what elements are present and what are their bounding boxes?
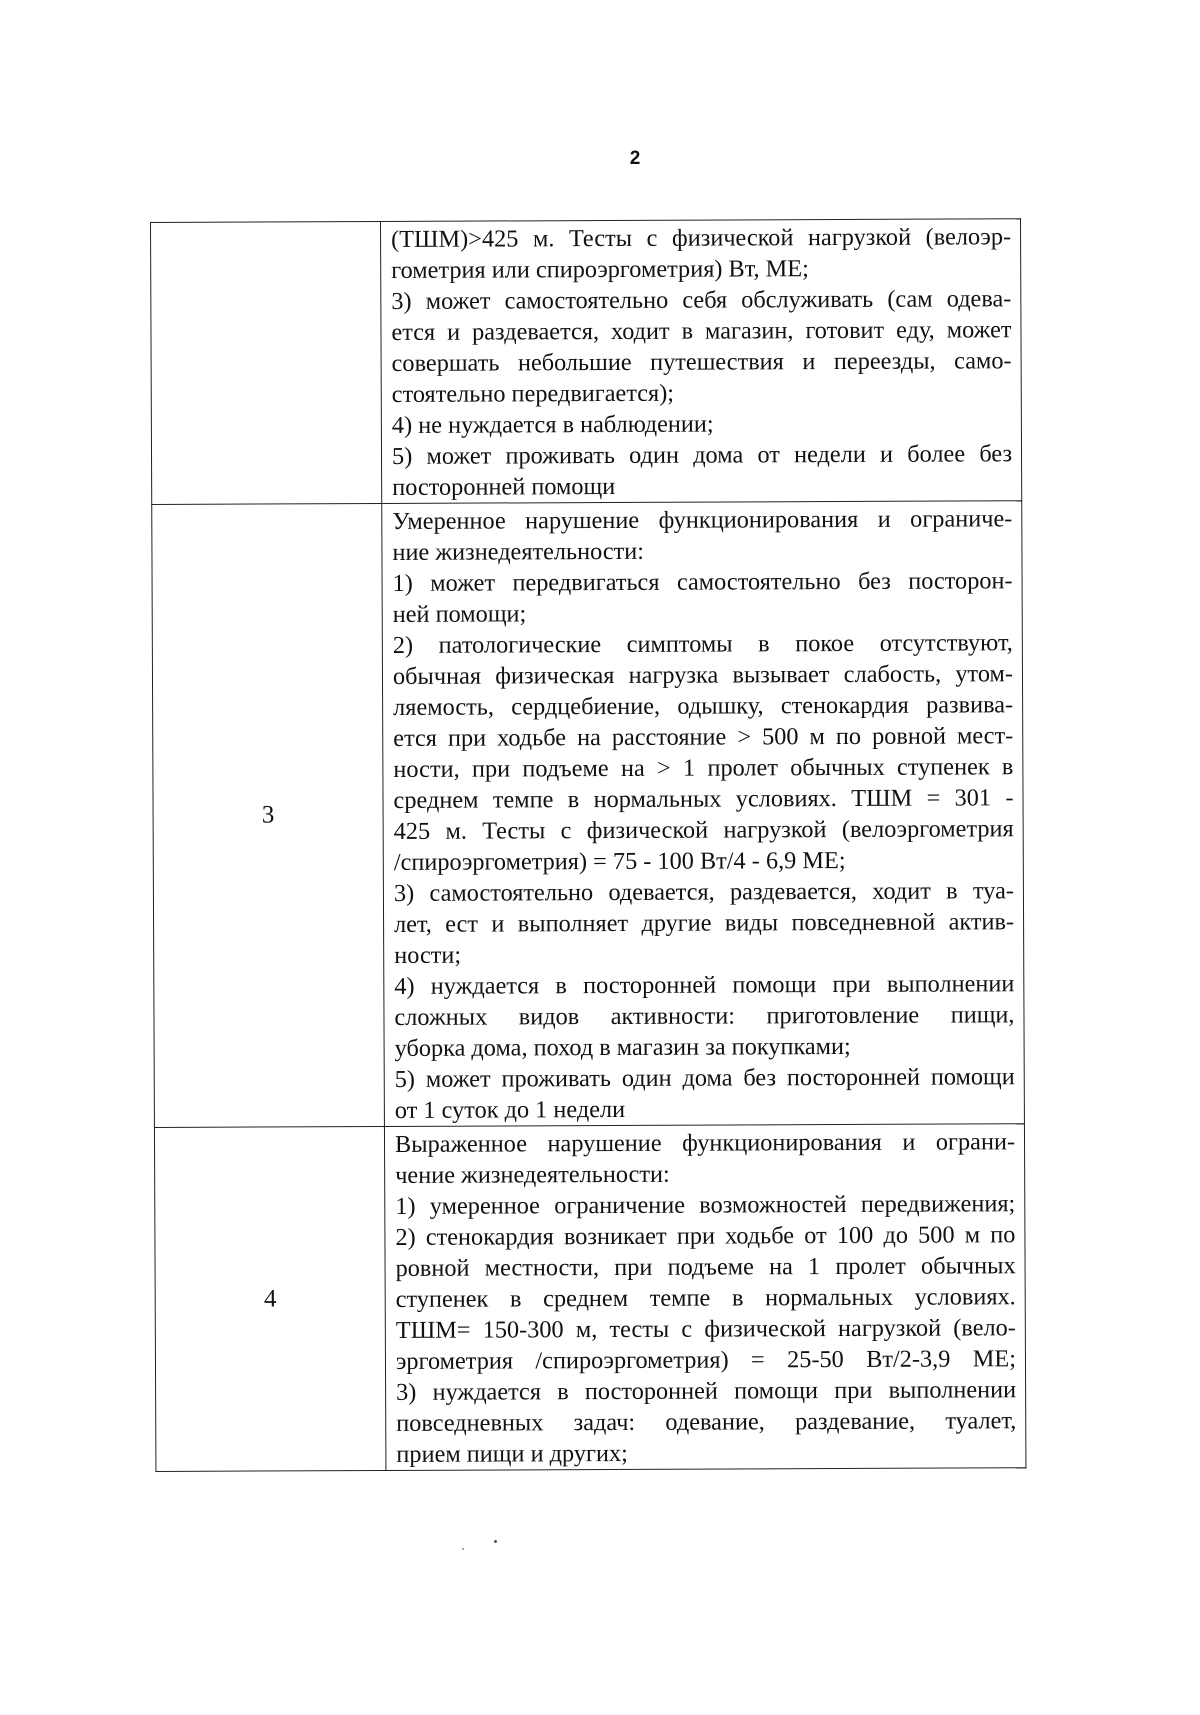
text-line: лет, ест и выполняет другие виды повседневной актив- — [394, 908, 1015, 938]
text-line: 3) самостоятельно одевается, раздевается, ходит в туа- — [393, 877, 1014, 907]
description-cell — [382, 501, 1025, 1127]
text-line: 1) может передвигаться самостоятельно без посторон- — [392, 567, 1013, 597]
text-line: среднем темпе в нормальных условиях. ТШМ = 301 - — [393, 784, 1014, 814]
text-line: 4) нуждается в посторонней помощи при выполнении — [394, 970, 1015, 1000]
description-cell — [381, 219, 1022, 504]
text-line: ние жизнедеятельности: — [392, 537, 645, 566]
criteria-table — [150, 218, 1026, 1472]
text-line: обычная физическая нагрузка вызывает слабость, утом- — [392, 660, 1014, 690]
text-line: ности; — [394, 941, 462, 969]
text-line: прием пищи и других; — [396, 1439, 628, 1468]
description-cell — [384, 1124, 1025, 1471]
text-line: совершать небольшие путешествия и переезды, само- — [391, 347, 1012, 377]
text-line: чение жизнедеятельности: — [395, 1160, 670, 1189]
text-line: 4) не нуждается в наблюдении; — [391, 410, 714, 439]
text-line: от 1 суток до 1 недели — [394, 1095, 626, 1124]
text-line: эргометрия /спироэргометрия) = 25-50 Вт/2-3,9 МЕ; — [395, 1345, 1017, 1375]
text-line: ется при ходьбе на расстояние > 500 м по ровной мест- — [393, 722, 1014, 752]
text-line: сложных видов активности: приготовление пищи, — [394, 1001, 1015, 1031]
degree-number-cell: 4 — [154, 1126, 385, 1471]
scan-speck — [462, 1548, 464, 1550]
text-line: Выраженное нарушение функционирования и ограни- — [394, 1128, 1016, 1158]
text-line: ровной местности, при подъеме на 1 пролет обычных — [395, 1252, 1016, 1282]
degree-number-cell — [151, 221, 382, 504]
text-line: ляемость, сердцебиение, одышку, стенокардия развива- — [393, 691, 1014, 721]
text-line: 2) стенокардия возникает при ходьбе от 100 до 500 м по — [395, 1221, 1016, 1251]
text-line: 3) нуждается в посторонней помощи при выполнении — [396, 1376, 1017, 1406]
text-line: 5) может проживать один дома от недели и более без — [391, 440, 1013, 470]
scan-speck — [494, 1540, 497, 1543]
table-row — [154, 1124, 1025, 1472]
text-line: посторонней помощи — [392, 472, 616, 501]
text-line: уборка дома, поход в магазин за покупками; — [394, 1032, 851, 1062]
text-line: 1) умеренное ограничение возможностей передвижения; — [395, 1190, 1016, 1220]
table-row — [151, 219, 1022, 505]
degree-number-cell: 3 — [152, 503, 385, 1127]
text-line: 2) патологические симптомы в покое отсутствуют, — [392, 629, 1013, 659]
text-line: ней помощи; — [392, 600, 527, 628]
text-line: повседневных задач: одевание, раздевание, туалет, — [396, 1407, 1017, 1437]
text-line: Умеренное нарушение функционирования и ограниче- — [392, 505, 1013, 535]
text-line: 3) может самостоятельно себя обслуживать (сам одева- — [391, 285, 1012, 315]
text-line: /спироэргометрия) = 75 - 100 Вт/4 - 6,9 МЕ; — [393, 846, 846, 876]
text-line: 425 м. Тесты с физической нагрузкой (велоэргометрия — [393, 815, 1014, 845]
page-number: 2 — [629, 148, 641, 169]
table-row — [152, 501, 1025, 1128]
text-line: ется и раздевается, ходит в магазин, готовит еду, может — [391, 316, 1012, 346]
text-line: 5) может проживать один дома без посторонней помощи — [394, 1063, 1015, 1093]
text-line: ТШМ= 150-300 м, тесты с физической нагрузкой (вело- — [395, 1314, 1016, 1344]
text-line: (ТШМ)>425 м. Тесты с физической нагрузкой (велоэр- — [391, 223, 1012, 253]
text-line: ности, при подъеме на > 1 пролет обычных ступенек в — [393, 753, 1014, 783]
text-line: стоятельно передвигается); — [391, 379, 675, 408]
text-line: ступенек в среднем темпе в нормальных условиях. — [395, 1283, 1016, 1313]
text-line: гометрия или спироэргометрия) Вт, МЕ; — [391, 255, 809, 284]
